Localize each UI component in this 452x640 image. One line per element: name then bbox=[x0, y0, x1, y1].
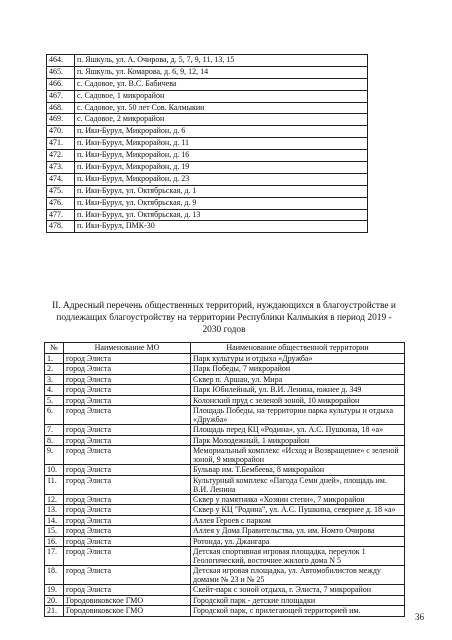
table-row bbox=[47, 114, 368, 126]
row-territory: Парк Юбилейный, ул. В.И. Ленина, южнее д. 349 bbox=[191, 385, 405, 396]
row-number: 471. bbox=[47, 138, 75, 150]
row-territory: Сквер у КЦ "Родина", ул. А.С. Пушкина, севернее д. 18 «а» bbox=[191, 505, 405, 516]
table-row bbox=[45, 385, 405, 396]
row-address: с. Садовое, ул. В.С. Бабичева bbox=[75, 78, 368, 90]
row-number: 465. bbox=[47, 66, 75, 78]
table-row bbox=[45, 505, 405, 516]
row-number: 464. bbox=[47, 55, 75, 67]
table-row bbox=[47, 185, 368, 197]
row-municipality: город Элиста bbox=[64, 385, 191, 396]
row-number: 472. bbox=[47, 150, 75, 162]
row-municipality: город Элиста bbox=[64, 395, 191, 406]
row-number: 2. bbox=[45, 364, 64, 375]
row-municipality: город Элиста bbox=[64, 494, 191, 505]
row-territory: Бульвар им. Т.Бембеева, 8 микрорайон bbox=[191, 465, 405, 476]
public-territories-table bbox=[44, 342, 405, 617]
table-row bbox=[47, 126, 368, 138]
row-municipality: город Элиста bbox=[64, 515, 191, 526]
row-municipality: город Элиста bbox=[64, 406, 191, 425]
row-number: 474. bbox=[47, 173, 75, 185]
table-row bbox=[47, 90, 368, 102]
section-heading: II. Адресный перечень общественных территорий, нуждающихся в благоустройстве и подлежащих благоустройству на территории Республики Калмыкия в период 2019 - 2030 годов bbox=[52, 301, 396, 335]
row-number: 467. bbox=[47, 90, 75, 102]
address-table-continued bbox=[46, 54, 368, 233]
table-row bbox=[45, 406, 405, 425]
table-row bbox=[47, 66, 368, 78]
row-territory: Аллея у Дома Правительства, ул. им. Номто Очирова bbox=[191, 526, 405, 537]
row-municipality: город Элиста bbox=[64, 526, 191, 537]
row-number: 478. bbox=[47, 221, 75, 233]
row-number: 1. bbox=[45, 353, 64, 364]
row-territory: Парк Молодежный, 1 микрорайон bbox=[191, 435, 405, 446]
row-number: 15. bbox=[45, 526, 64, 537]
header-territory: Наименование общественной территории bbox=[191, 343, 405, 354]
row-address: п. Ики-Бурул, Микрорайон, д. 19 bbox=[75, 162, 368, 174]
row-territory: Детская спортивная игровая площадка, переулок 1 Геологический, восточнее жилого дома N 5 bbox=[191, 547, 405, 566]
row-territory: Аллея Героев с парком bbox=[191, 515, 405, 526]
row-address: п. Ики-Бурул, ул. Октябрьская, д. 13 bbox=[75, 209, 368, 221]
row-territory: Скейт-парк с зоной отдыха, г. Элиста, 7 микрорайон bbox=[191, 585, 405, 596]
row-number: 4. bbox=[45, 385, 64, 396]
row-address: п. Ики-Бурул, Микрорайон, д. 11 bbox=[75, 138, 368, 150]
table-row bbox=[45, 526, 405, 537]
header-municipality: Наименование МО bbox=[64, 343, 191, 354]
row-territory: Городской парк, с прилегающей территорией им. bbox=[191, 606, 405, 617]
row-territory: Парк Победы, 7 микрорайон bbox=[191, 364, 405, 375]
row-address: с. Садовое, 1 микрорайон bbox=[75, 90, 368, 102]
row-municipality: город Элиста bbox=[64, 374, 191, 385]
row-territory: Площадь перед КЦ «Родина», ул. А.С. Пушкина, 18 «а» bbox=[191, 425, 405, 436]
row-municipality: город Элиста bbox=[64, 536, 191, 547]
row-municipality: город Элиста bbox=[64, 465, 191, 476]
row-number: 8. bbox=[45, 435, 64, 446]
row-municipality: город Элиста bbox=[64, 364, 191, 375]
table-row bbox=[47, 162, 368, 174]
row-municipality: город Элиста bbox=[64, 585, 191, 596]
row-territory: Сквер у памятника «Хозяин степи», 7 микрорайон bbox=[191, 494, 405, 505]
page-number: 36 bbox=[415, 612, 424, 622]
row-number: 6. bbox=[45, 406, 64, 425]
row-address: п. Яшкуль, ул. А. Очирова, д. 5, 7, 9, 11, 13, 15 bbox=[75, 55, 368, 67]
row-number: 19. bbox=[45, 585, 64, 596]
table-row bbox=[45, 446, 405, 465]
row-municipality: город Элиста bbox=[64, 446, 191, 465]
row-number: 14. bbox=[45, 515, 64, 526]
table-row bbox=[47, 209, 368, 221]
row-territory: Мемориальный комплекс «Исход и Возвращение» с зеленой зоной, 9 микрорайон bbox=[191, 446, 405, 465]
table-row bbox=[47, 102, 368, 114]
row-address: п. Ики-Бурул, ул. Октябрьская, д. 1 bbox=[75, 185, 368, 197]
table-row bbox=[47, 150, 368, 162]
row-number: 3. bbox=[45, 374, 64, 385]
row-territory: Детская игровая площадка, ул. Автомобилистов между домами № 23 и № 25 bbox=[191, 566, 405, 585]
row-territory: Парк культуры и отдыха «Дружба» bbox=[191, 353, 405, 364]
table-row bbox=[45, 606, 405, 617]
row-number: 13. bbox=[45, 505, 64, 516]
row-address: с. Садовое, ул. 50 лет Сов. Калмыкии bbox=[75, 102, 368, 114]
public-territories-header bbox=[45, 343, 405, 354]
row-territory: Колонский пруд с зеленой зоной, 10 микрорайон bbox=[191, 395, 405, 406]
table-row bbox=[45, 353, 405, 364]
table-header-row bbox=[45, 343, 405, 354]
row-number: 470. bbox=[47, 126, 75, 138]
table-row bbox=[45, 536, 405, 547]
table-row bbox=[45, 435, 405, 446]
table-row bbox=[45, 374, 405, 385]
row-number: 476. bbox=[47, 197, 75, 209]
row-municipality: город Элиста bbox=[64, 353, 191, 364]
row-municipality: город Элиста bbox=[64, 547, 191, 566]
row-number: 477. bbox=[47, 209, 75, 221]
row-number: 17. bbox=[45, 547, 64, 566]
row-number: 16. bbox=[45, 536, 64, 547]
row-municipality: город Элиста bbox=[64, 435, 191, 446]
row-number: 466. bbox=[47, 78, 75, 90]
row-number: 5. bbox=[45, 395, 64, 406]
row-number: 475. bbox=[47, 185, 75, 197]
row-territory: Площадь Победы, на территории парка культуры и отдыха «Дружба» bbox=[191, 406, 405, 425]
row-municipality: город Элиста bbox=[64, 425, 191, 436]
row-number: 473. bbox=[47, 162, 75, 174]
table-row bbox=[45, 585, 405, 596]
address-table-body bbox=[47, 55, 368, 233]
table-row bbox=[45, 566, 405, 585]
row-number: 468. bbox=[47, 102, 75, 114]
row-municipality: город Элиста bbox=[64, 505, 191, 516]
table-row bbox=[45, 547, 405, 566]
table-row bbox=[45, 494, 405, 505]
public-territories-body bbox=[45, 353, 405, 616]
row-address: п. Ики-Бурул, Микрорайон, д. 16 bbox=[75, 150, 368, 162]
row-number: 7. bbox=[45, 425, 64, 436]
table-row bbox=[45, 395, 405, 406]
table-row bbox=[47, 173, 368, 185]
table-row bbox=[45, 364, 405, 375]
row-address: с. Садовое, 2 микрорайон bbox=[75, 114, 368, 126]
row-municipality: город Элиста bbox=[64, 475, 191, 494]
table-row bbox=[45, 595, 405, 606]
table-row bbox=[45, 515, 405, 526]
table-row bbox=[47, 138, 368, 150]
table-row bbox=[47, 78, 368, 90]
row-number: 20. bbox=[45, 595, 64, 606]
row-territory: Городской парк - детские площадки bbox=[191, 595, 405, 606]
table-row bbox=[47, 221, 368, 233]
row-number: 469. bbox=[47, 114, 75, 126]
row-number: 10. bbox=[45, 465, 64, 476]
row-municipality: Городовиковское ГМО bbox=[64, 606, 191, 617]
row-number: 21. bbox=[45, 606, 64, 617]
row-number: 12. bbox=[45, 494, 64, 505]
row-address: п. Ики-Бурул, Микрорайон, д. 6 bbox=[75, 126, 368, 138]
row-territory: Культурный комплекс «Пагода Семи дней», площадь им. В.И. Ленина bbox=[191, 475, 405, 494]
row-territory: Сквер п. Аршан, ул. Мира bbox=[191, 374, 405, 385]
row-address: п. Ики-Бурул, Микрорайон, д. 23 bbox=[75, 173, 368, 185]
row-address: п. Ики-Бурул, ПМК-30 bbox=[75, 221, 368, 233]
row-number: 11. bbox=[45, 475, 64, 494]
header-number: № bbox=[45, 343, 64, 354]
table-row bbox=[45, 425, 405, 436]
row-territory: Ротонда, ул. Джангара bbox=[191, 536, 405, 547]
row-municipality: город Элиста bbox=[64, 566, 191, 585]
table-row bbox=[45, 465, 405, 476]
row-address: п. Яшкуль, ул. Комарова, д. 6, 9, 12, 14 bbox=[75, 66, 368, 78]
row-address: п. Ики-Бурул, ул. Октябрьская, д. 9 bbox=[75, 197, 368, 209]
table-row bbox=[45, 475, 405, 494]
row-number: 18. bbox=[45, 566, 64, 585]
row-municipality: Городовиковское ГМО bbox=[64, 595, 191, 606]
table-row bbox=[47, 197, 368, 209]
table-row bbox=[47, 55, 368, 67]
row-number: 9. bbox=[45, 446, 64, 465]
